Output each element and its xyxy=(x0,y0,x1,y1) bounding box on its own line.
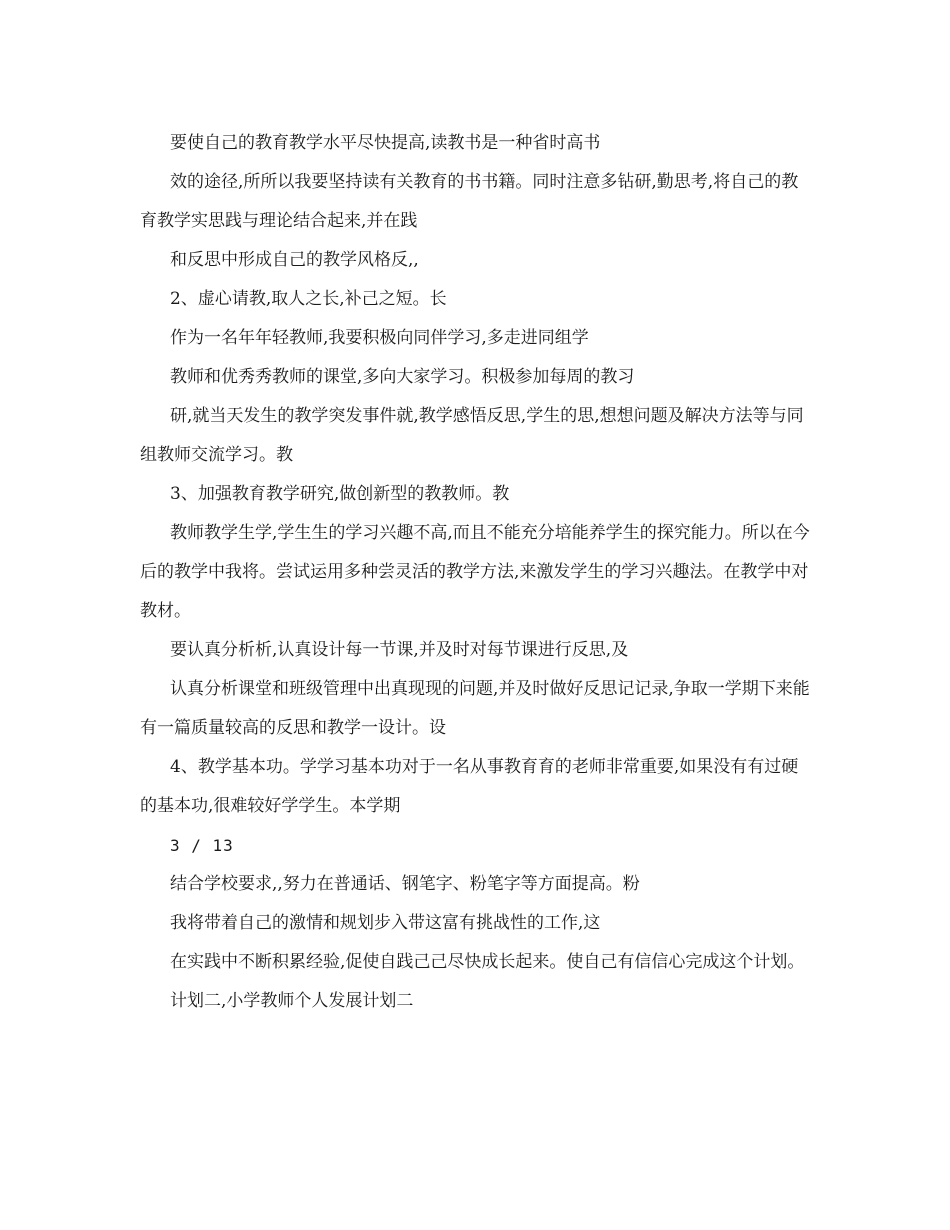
paragraph-11: 认真分析课堂和班级管理中出真现现的问题,并及时做好反思记记录,争取一学期下来能有一篇质量较高的反思和教学一设计。设 xyxy=(140,679,810,738)
paragraph-8: 3、加强教育教学研究,做创新型的教教师。教 xyxy=(170,484,510,504)
paragraph-6: 教师和优秀秀教师的课堂,多向大家学习。积极参加每周的教习 xyxy=(170,367,635,387)
paragraph-9: 教师教学生学,学生生的学习兴趣不高,而且不能充分培能养学生的探究能力。所以在今后的教学中我将。尝试运用多种尝灵活的教学方法,来激发学生的学习兴趣法。在教学中对教材。 xyxy=(140,523,810,621)
paragraph-13: 结合学校要求,,努力在普通话、钢笔字、粉笔字等方面提高。粉 xyxy=(170,874,640,894)
paragraph-5: 作为一名年年轻教师,我要积极向同伴学习,多走进同组学 xyxy=(170,328,589,348)
document-body xyxy=(140,124,812,1021)
paragraph-3: 和反思中形成自己的教学风格反,, xyxy=(170,250,419,270)
paragraph-2: 效的途径,所所以我要坚持读有关教育的书书籍。同时注意多钻研,勤思考,将自己的教育教学实思践与理论结合起来,并在践 xyxy=(140,172,799,231)
paragraph-15: 在实践中不断积累经验,促使自践己己尽快成长起来。使自己有信信心完成这个计划。 xyxy=(170,952,805,972)
paragraph-7: 研,就当天发生的教学突发事件就,教学感悟反思,学生的思,想想问题及解决方法等与同组教师交流学习。教 xyxy=(140,406,804,465)
paragraph-10: 要认真分析析,认真设计每一节课,并及时对每节课进行反思,及 xyxy=(170,640,629,660)
paragraph-16: 计划二,小学教师个人发展计划二 xyxy=(170,991,414,1011)
paragraph-1: 要使自己的教育教学水平尽快提高,读教书是一种省时高书 xyxy=(170,133,601,153)
paragraph-12: 4、教学基本功。学学习基本功对于一名从事教育育的老师非常重要,如果没有有过硬的基本功,很难较好学学生。本学期 xyxy=(140,757,799,816)
paragraph-14: 我将带着自己的激情和规划步入带这富有挑战性的工作,这 xyxy=(170,913,601,933)
page-number: 3 / 13 xyxy=(170,836,234,855)
paragraph-4: 2、虚心请教,取人之长,补己之短。长 xyxy=(170,289,447,309)
